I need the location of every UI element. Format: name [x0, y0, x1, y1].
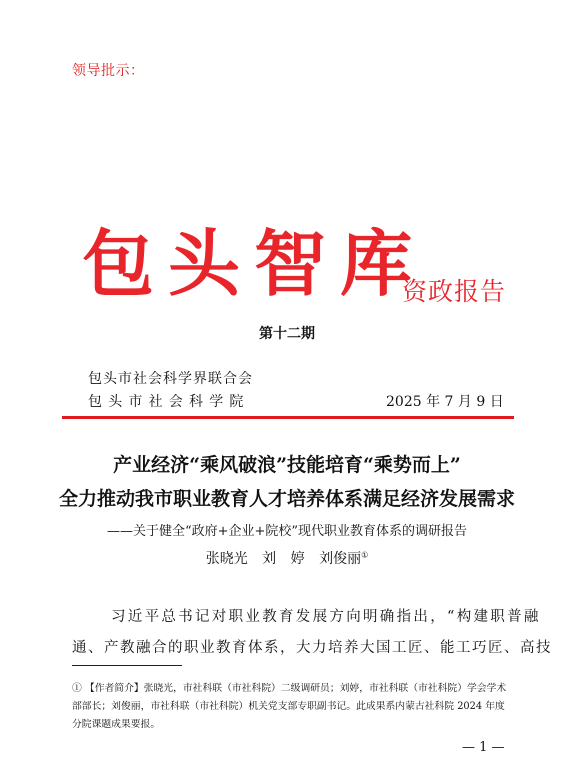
- footnote-divider: [72, 665, 182, 666]
- brand-subtitle: 资政报告: [402, 277, 507, 306]
- body-paragraph-line-1: 习近平总书记对职业教育发展方向明确指出，“构建职普融: [111, 609, 541, 625]
- authors: [0, 548, 574, 568]
- issue-number: 第十二期: [259, 326, 315, 342]
- body-paragraph-line-2: 通、产教融合的职业教育体系，大力培养大国工匠、能工巧匠、高技: [72, 640, 552, 656]
- issuer-org-2: 包头市社会科学院: [88, 394, 250, 410]
- author-names: 张晓光 刘 婷 刘俊丽: [205, 551, 362, 567]
- report-subtitle: ——关于健全“政府+企业+院校”现代职业教育体系的调研报告: [106, 524, 468, 539]
- leader-instruction-label: 领导批示：: [72, 63, 145, 79]
- footnote-marker: ①: [361, 550, 369, 560]
- report-title-line-2: 全力推动我市职业教育人才培养体系满足经济发展需求: [58, 488, 515, 510]
- issuer-org-1: 包头市社会科学界联合会: [88, 371, 253, 387]
- report-title-line-1: 产业经济“乘风破浪”技能培育“乘势而上”: [113, 454, 461, 476]
- issue-date: 2025 年 7 月 9 日: [386, 394, 504, 410]
- footnote: ① 【作者简介】张晓光，市社科联（市社科院）二级调研员；刘婷，市社科联（市社科院）学会学术部部长；刘俊丽，市社科联（市社科院）机关党支部专职副书记。此成果系内蒙古社科院 2024 年度分院课题成果要报。: [72, 683, 507, 730]
- page-number: — 1 —: [462, 740, 505, 755]
- brand-logo-title: 包头智库: [82, 222, 427, 306]
- header-divider: [62, 416, 514, 419]
